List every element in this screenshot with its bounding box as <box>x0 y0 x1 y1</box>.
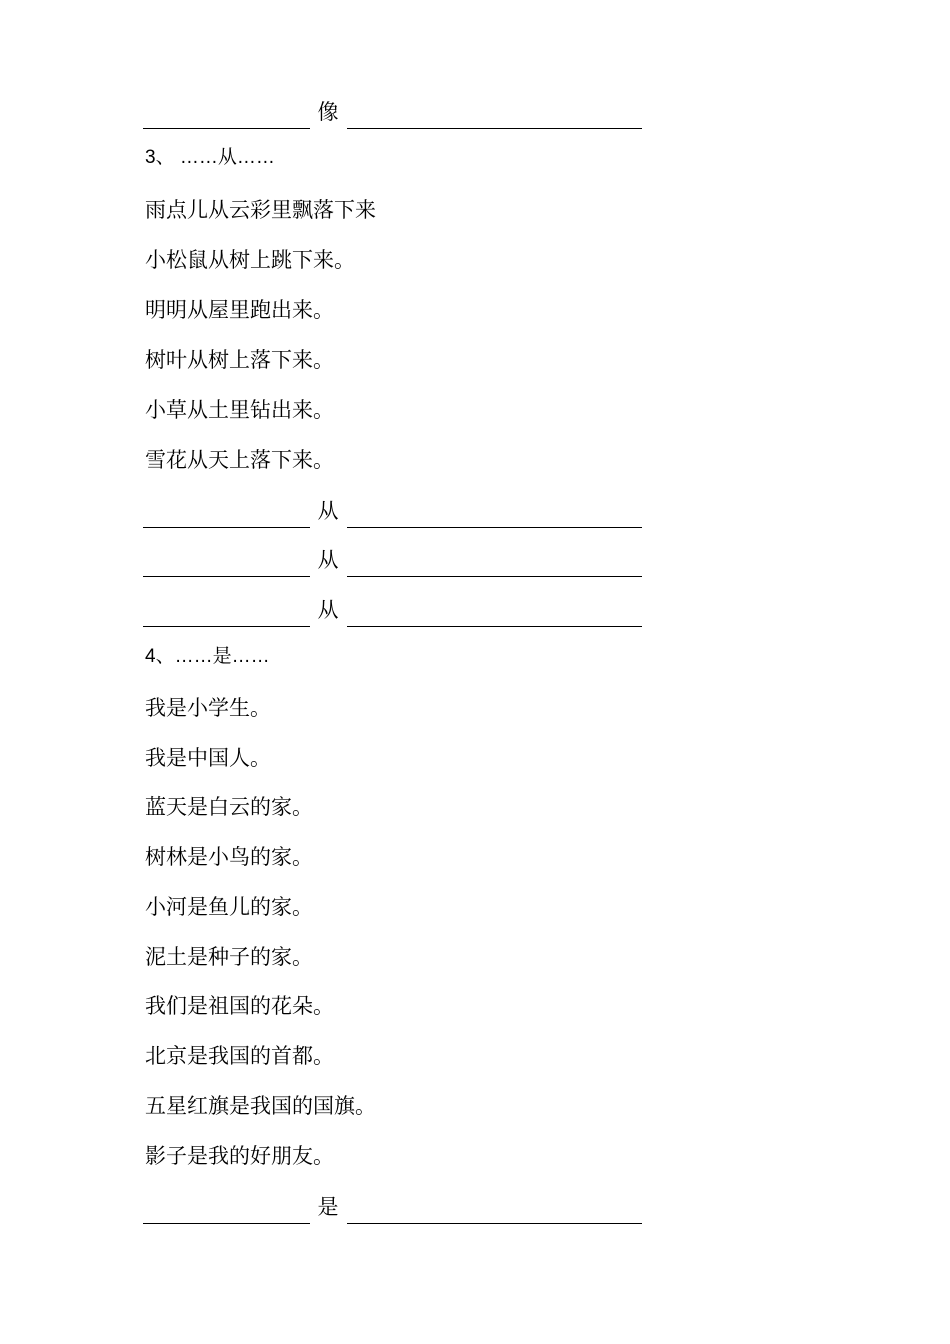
example-sentence: 五星红旗是我国的国旗。 <box>145 1094 376 1118</box>
fill-blank-row-shi <box>143 1190 643 1224</box>
blank-line-left[interactable] <box>143 576 310 577</box>
fill-blank-row-cong <box>143 494 643 528</box>
blank-keyword: 像 <box>317 100 339 124</box>
blank-line-right[interactable] <box>347 576 642 577</box>
blank-line-right[interactable] <box>347 626 642 627</box>
blank-line-left[interactable] <box>143 128 310 129</box>
fill-blank-row-cong <box>143 543 643 577</box>
example-sentence: 小河是鱼儿的家。 <box>145 895 313 919</box>
blank-keyword: 从 <box>317 598 339 622</box>
example-sentence: 雪花从天上落下来。 <box>145 448 334 472</box>
section-heading-4: 4、……是…… <box>145 646 270 667</box>
example-sentence: 树叶从树上落下来。 <box>145 348 334 372</box>
blank-line-right[interactable] <box>347 527 642 528</box>
example-sentence: 蓝天是白云的家。 <box>145 795 313 819</box>
example-sentence: 雨点儿从云彩里飘落下来 <box>145 198 376 222</box>
fill-blank-row-xiang <box>143 95 643 129</box>
example-sentence: 小草从土里钻出来。 <box>145 398 334 422</box>
example-sentence: 我们是祖国的花朵。 <box>145 994 334 1018</box>
blank-keyword: 是 <box>317 1195 339 1219</box>
fill-blank-row-cong <box>143 593 643 627</box>
section-heading-3: 3、 ……从…… <box>145 147 275 168</box>
blank-keyword: 从 <box>317 499 339 523</box>
blank-line-right[interactable] <box>347 128 642 129</box>
example-sentence: 北京是我国的首都。 <box>145 1044 334 1068</box>
example-sentence: 树林是小鸟的家。 <box>145 845 313 869</box>
blank-line-left[interactable] <box>143 527 310 528</box>
blank-line-left[interactable] <box>143 626 310 627</box>
example-sentence: 我是小学生。 <box>145 696 271 720</box>
example-sentence: 影子是我的好朋友。 <box>145 1144 334 1168</box>
blank-line-left[interactable] <box>143 1223 310 1224</box>
blank-keyword: 从 <box>317 548 339 572</box>
example-sentence: 明明从屋里跑出来。 <box>145 298 334 322</box>
example-sentence: 我是中国人。 <box>145 746 271 770</box>
example-sentence: 泥土是种子的家。 <box>145 945 313 969</box>
blank-line-right[interactable] <box>347 1223 642 1224</box>
example-sentence: 小松鼠从树上跳下来。 <box>145 248 355 272</box>
